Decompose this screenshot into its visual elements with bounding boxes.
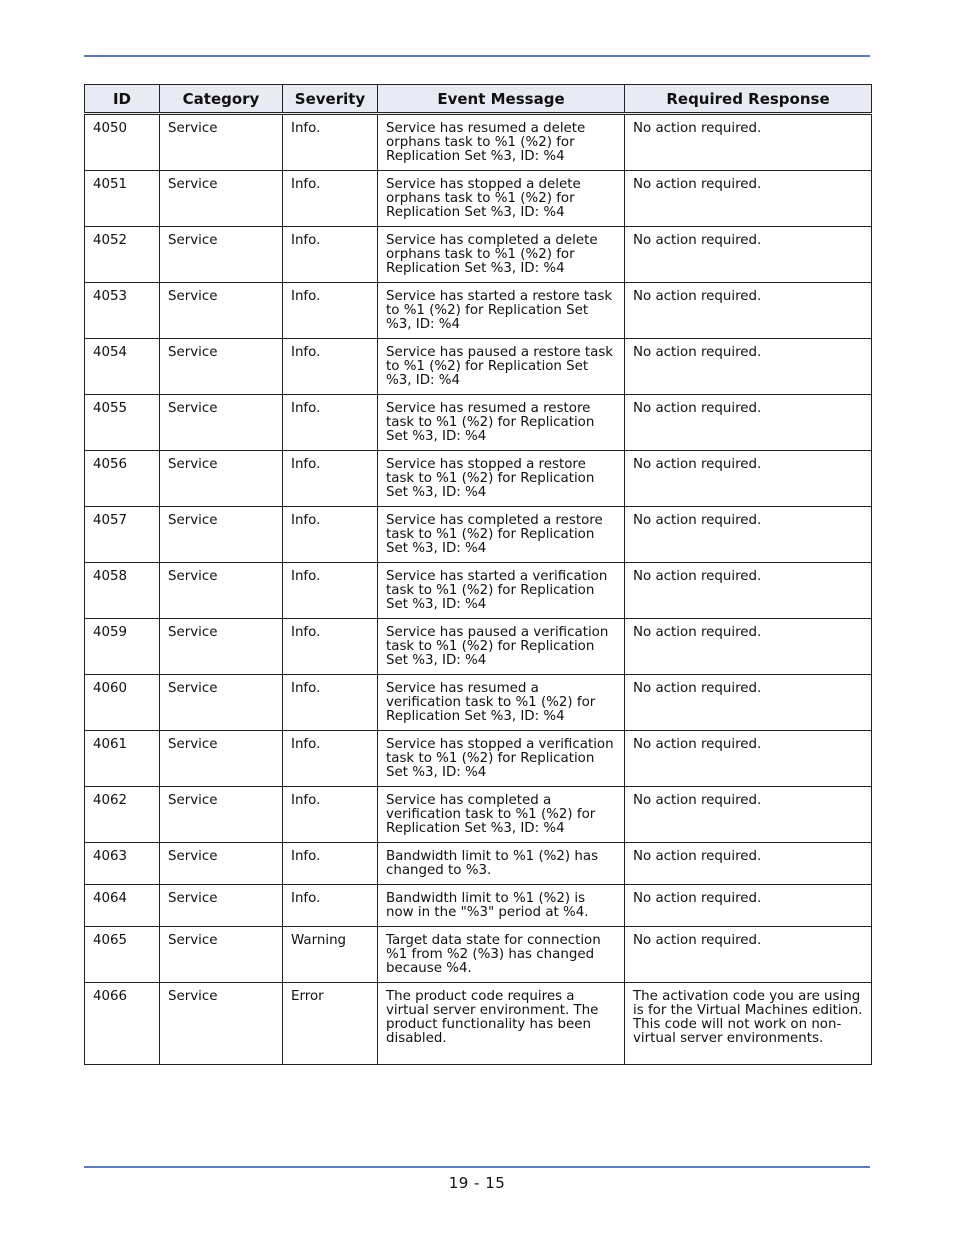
- cell-category: Service: [160, 675, 283, 731]
- table-row: [85, 114, 872, 171]
- cell-id: 4051: [85, 171, 160, 227]
- cell-severity: Info.: [283, 171, 378, 227]
- cell-category: Service: [160, 283, 283, 339]
- cell-id: 4057: [85, 507, 160, 563]
- cell-id: 4055: [85, 395, 160, 451]
- cell-event-message: Service has completed a restore task to %1 (%2) for Replication Set %3, ID: %4: [378, 507, 625, 563]
- table-row: [85, 339, 872, 395]
- cell-severity: Info.: [283, 283, 378, 339]
- table-row: [85, 731, 872, 787]
- cell-severity: Info.: [283, 563, 378, 619]
- cell-severity: Info.: [283, 395, 378, 451]
- cell-category: Service: [160, 114, 283, 171]
- cell-required-response: No action required.: [625, 675, 872, 731]
- cell-event-message: The product code requires a virtual server environment. The product functionality has been disabled.: [378, 983, 625, 1065]
- cell-required-response: No action required.: [625, 619, 872, 675]
- cell-category: Service: [160, 507, 283, 563]
- cell-severity: Info.: [283, 114, 378, 171]
- cell-category: Service: [160, 227, 283, 283]
- table-row: [85, 395, 872, 451]
- cell-required-response: No action required.: [625, 227, 872, 283]
- cell-severity: Info.: [283, 731, 378, 787]
- cell-id: 4054: [85, 339, 160, 395]
- cell-required-response: No action required.: [625, 171, 872, 227]
- cell-severity: Info.: [283, 843, 378, 885]
- table-row: [85, 171, 872, 227]
- table-header-row: [85, 85, 872, 114]
- cell-event-message: Bandwidth limit to %1 (%2) is now in the "%3" period at %4.: [378, 885, 625, 927]
- cell-category: Service: [160, 171, 283, 227]
- column-header-required-response: Required Response: [625, 85, 872, 114]
- cell-required-response: No action required.: [625, 451, 872, 507]
- cell-event-message: Service has completed a verification task to %1 (%2) for Replication Set %3, ID: %4: [378, 787, 625, 843]
- table-row: [85, 451, 872, 507]
- cell-id: 4052: [85, 227, 160, 283]
- cell-required-response: No action required.: [625, 927, 872, 983]
- table-row: [85, 619, 872, 675]
- cell-required-response: No action required.: [625, 885, 872, 927]
- cell-required-response: No action required.: [625, 787, 872, 843]
- cell-severity: Info.: [283, 507, 378, 563]
- event-table: [84, 84, 872, 1065]
- cell-id: 4058: [85, 563, 160, 619]
- cell-severity: Info.: [283, 885, 378, 927]
- cell-id: 4059: [85, 619, 160, 675]
- cell-required-response: No action required.: [625, 283, 872, 339]
- cell-severity: Info.: [283, 787, 378, 843]
- cell-event-message: Service has stopped a delete orphans task to %1 (%2) for Replication Set %3, ID: %4: [378, 171, 625, 227]
- table-row: [85, 885, 872, 927]
- cell-category: Service: [160, 451, 283, 507]
- cell-required-response: No action required.: [625, 843, 872, 885]
- cell-category: Service: [160, 843, 283, 885]
- column-header-event-message: Event Message: [378, 85, 625, 114]
- table-row: [85, 927, 872, 983]
- cell-severity: Info.: [283, 451, 378, 507]
- cell-category: Service: [160, 619, 283, 675]
- cell-category: Service: [160, 983, 283, 1065]
- table-row: [85, 283, 872, 339]
- cell-id: 4066: [85, 983, 160, 1065]
- table-row: [85, 843, 872, 885]
- cell-event-message: Service has started a restore task to %1 (%2) for Replication Set %3, ID: %4: [378, 283, 625, 339]
- footer-rule: [84, 1166, 870, 1168]
- cell-event-message: Service has resumed a delete orphans task to %1 (%2) for Replication Set %3, ID: %4: [378, 114, 625, 171]
- cell-category: Service: [160, 339, 283, 395]
- cell-id: 4060: [85, 675, 160, 731]
- cell-severity: Error: [283, 983, 378, 1065]
- cell-severity: Warning: [283, 927, 378, 983]
- cell-id: 4056: [85, 451, 160, 507]
- column-header-id: ID: [85, 85, 160, 114]
- cell-required-response: No action required.: [625, 395, 872, 451]
- page-number: 19 - 15: [448, 1174, 506, 1192]
- column-header-category: Category: [160, 85, 283, 114]
- cell-severity: Info.: [283, 227, 378, 283]
- table-row: [85, 227, 872, 283]
- cell-event-message: Service has stopped a restore task to %1 (%2) for Replication Set %3, ID: %4: [378, 451, 625, 507]
- table-row: [85, 675, 872, 731]
- cell-event-message: Bandwidth limit to %1 (%2) has changed to %3.: [378, 843, 625, 885]
- cell-event-message: Service has completed a delete orphans task to %1 (%2) for Replication Set %3, ID: %4: [378, 227, 625, 283]
- cell-event-message: Service has paused a verification task to %1 (%2) for Replication Set %3, ID: %4: [378, 619, 625, 675]
- table-row: [85, 507, 872, 563]
- cell-category: Service: [160, 787, 283, 843]
- table-row: [85, 983, 872, 1065]
- cell-category: Service: [160, 885, 283, 927]
- cell-event-message: Target data state for connection %1 from %2 (%3) has changed because %4.: [378, 927, 625, 983]
- cell-id: 4062: [85, 787, 160, 843]
- cell-severity: Info.: [283, 675, 378, 731]
- cell-required-response: No action required.: [625, 114, 872, 171]
- cell-event-message: Service has started a verification task to %1 (%2) for Replication Set %3, ID: %4: [378, 563, 625, 619]
- table-row: [85, 787, 872, 843]
- cell-required-response: The activation code you are using is for the Virtual Machines edition. This code will not work on non-virtual server environments.: [625, 983, 872, 1065]
- cell-id: 4065: [85, 927, 160, 983]
- cell-id: 4064: [85, 885, 160, 927]
- cell-category: Service: [160, 927, 283, 983]
- cell-event-message: Service has resumed a verification task to %1 (%2) for Replication Set %3, ID: %4: [378, 675, 625, 731]
- cell-event-message: Service has paused a restore task to %1 (%2) for Replication Set %3, ID: %4: [378, 339, 625, 395]
- cell-category: Service: [160, 563, 283, 619]
- cell-id: 4063: [85, 843, 160, 885]
- cell-required-response: No action required.: [625, 507, 872, 563]
- table-row: [85, 563, 872, 619]
- cell-severity: Info.: [283, 619, 378, 675]
- cell-event-message: Service has stopped a verification task to %1 (%2) for Replication Set %3, ID: %4: [378, 731, 625, 787]
- cell-id: 4053: [85, 283, 160, 339]
- cell-id: 4061: [85, 731, 160, 787]
- cell-category: Service: [160, 395, 283, 451]
- cell-category: Service: [160, 731, 283, 787]
- cell-id: 4050: [85, 114, 160, 171]
- cell-required-response: No action required.: [625, 339, 872, 395]
- cell-event-message: Service has resumed a restore task to %1 (%2) for Replication Set %3, ID: %4: [378, 395, 625, 451]
- column-header-severity: Severity: [283, 85, 378, 114]
- cell-required-response: No action required.: [625, 563, 872, 619]
- header-rule: [84, 55, 870, 57]
- cell-required-response: No action required.: [625, 731, 872, 787]
- cell-severity: Info.: [283, 339, 378, 395]
